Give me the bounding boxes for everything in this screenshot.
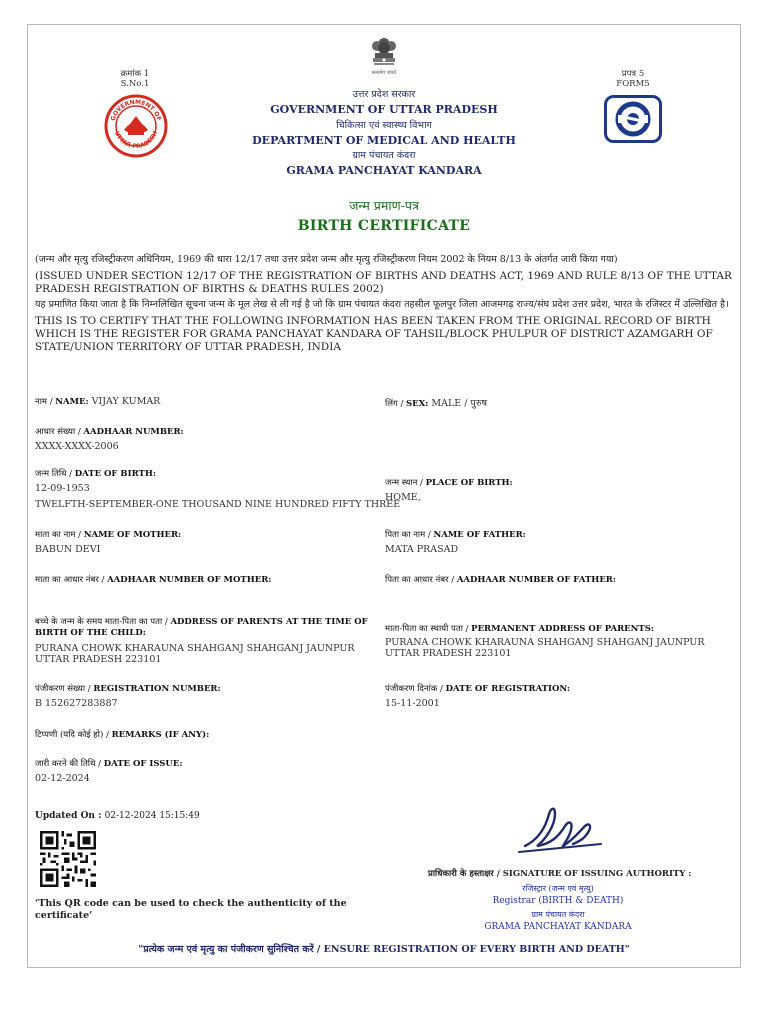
issue-date-label-row — [35, 758, 375, 769]
form-number — [598, 68, 668, 89]
authority-panchayat-hindi: ग्राम पंचायत कंदरा — [531, 910, 585, 919]
address-permanent-label-row — [385, 623, 730, 634]
registration-date-value: 15-11-2001 — [385, 698, 440, 709]
authority-signature — [515, 800, 605, 860]
qr-code-note: ‘This QR code can be used to check the authenticity of the certificate’ — [35, 898, 347, 921]
aadhaar-label-hindi: आधार संख्या / — [35, 427, 84, 437]
pob-label: PLACE OF BIRTH: — [425, 478, 513, 488]
certificate-title-hindi: जन्म प्रमाण-पत्र — [349, 198, 419, 213]
registration-number-label: REGISTRATION NUMBER: — [93, 684, 221, 694]
updated-on-value: 02-12-2024 15:15:49 — [104, 811, 200, 821]
intro-section — [35, 253, 735, 354]
dob-in-words: TWELFTH-SEPTEMBER-ONE THOUSAND NINE HUNDRED FIFTY THREE — [35, 499, 401, 510]
father-aadhaar-label-hindi: पिता का आधार नंबर / — [385, 575, 457, 585]
certificate-title: BIRTH CERTIFICATE — [297, 218, 471, 234]
pob-value: HOME, — [385, 492, 421, 503]
registration-number-label-row — [35, 683, 375, 694]
authority-panchayat: GRAMA PANCHAYAT KANDARA — [484, 922, 632, 932]
mother-label: NAME OF MOTHER: — [83, 530, 182, 540]
government-title: GOVERNMENT OF UTTAR PRADESH — [270, 103, 498, 116]
mother-aadhaar-label: AADHAAR NUMBER OF MOTHER: — [107, 575, 272, 585]
father-value: MATA PRASAD — [385, 544, 459, 555]
mother-label-row — [35, 529, 375, 540]
form-number-hindi: प्रपत्र 5 — [621, 69, 645, 79]
mother-aadhaar-label-hindi: माता का आधार नंबर / — [35, 575, 108, 585]
issue-date-label: DATE OF ISSUE: — [103, 759, 183, 769]
father-label-hindi: पिता का नाम / — [385, 530, 434, 540]
issue-date-label-hindi: जारी करने की तिथि / — [35, 759, 104, 769]
serial-number-hindi: क्रमांक 1 — [120, 69, 150, 79]
address-permanent-label-hindi: माता-पिता का स्थायी पता / — [385, 624, 472, 634]
panchayat-hindi: ग्राम पंचायत कंदरा — [352, 150, 416, 161]
name-label-hindi: नाम / — [35, 397, 56, 407]
up-government-seal — [104, 94, 168, 158]
mother-aadhaar-label-row — [35, 574, 375, 585]
remarks-label: REMARKS (IF ANY): — [111, 730, 210, 740]
registrar-title: Registrar (BIRTH & DEATH) — [492, 896, 624, 906]
address-birth-value: PURANA CHOWK KHARAUNA SHAHGANJ SHAHGANJ JAUNPUR UTTAR PRADESH 223101 — [35, 643, 355, 665]
act-reference-english: (ISSUED UNDER SECTION 12/17 OF THE REGISTRATION OF BIRTHS AND DEATHS ACT, 1969 AND RULE 8/13 OF THE UTTAR PRADESH REGISTRATION OF BIRTHS & DEATHS RULES 2002) — [35, 270, 732, 295]
signature-label: प्राधिकारी के हस्ताक्षर / SIGNATURE OF ISSUING AUTHORITY : — [428, 869, 692, 879]
registration-date-label-row — [385, 683, 725, 694]
updated-on-label: Updated On : — [35, 811, 105, 821]
sex-label-hindi: लिंग / — [385, 399, 407, 409]
aadhaar-label: AADHAAR NUMBER: — [83, 427, 184, 437]
seal-text-top: GOVERNMENT OF — [109, 98, 163, 122]
registration-number-label-hindi: पंजीकरण संख्या / — [35, 684, 94, 694]
father-label: NAME OF FATHER: — [433, 530, 526, 540]
mother-label-hindi: माता का नाम / — [35, 530, 84, 540]
sex-field — [385, 396, 725, 409]
remarks-label-hindi: टिप्पणी (यदि कोई हो) / — [35, 730, 112, 740]
emblem-caption: सत्यमेव जयते — [371, 70, 397, 76]
address-permanent-label: PERMANENT ADDRESS OF PARENTS: — [471, 624, 655, 634]
department-hindi: चिकित्सा एवं स्वास्थ्य विभाग — [336, 120, 432, 131]
dob-label-row — [35, 468, 375, 479]
qr-code[interactable] — [40, 831, 96, 887]
father-aadhaar-label-row — [385, 574, 725, 585]
serial-number — [100, 68, 170, 89]
sex-label: SEX: — [406, 399, 429, 409]
registration-slogan: "प्रत्येक जन्म एवं मृत्यु का पंजीकरण सुनिश्चित करें / ENSURE REGISTRATION OF EVERY BIRTH AND DEATH" — [138, 944, 630, 955]
government-hindi: उत्तर प्रदेश सरकार — [352, 89, 416, 100]
registration-date-label-hindi: पंजीकरण दिनांक / — [385, 684, 446, 694]
address-birth-label-row — [35, 617, 370, 639]
aadhaar-value: XXXX-XXXX-2006 — [35, 441, 119, 452]
dob-label: DATE OF BIRTH: — [74, 469, 156, 479]
name-value: VIJAY KUMAR — [91, 396, 161, 407]
issue-date-value: 02-12-2024 — [35, 773, 90, 784]
pob-label-row — [385, 477, 725, 488]
mother-value: BABUN DEVI — [35, 544, 101, 555]
father-label-row — [385, 529, 725, 540]
remarks-label-row — [35, 729, 375, 740]
dob-value: 12-09-1953 — [35, 483, 90, 494]
national-emblem — [364, 36, 404, 76]
address-birth-label-hindi: बच्चे के जन्म के समय माता-पिता का पता / — [35, 617, 171, 627]
form-number-english: FORM5 — [616, 79, 650, 89]
sex-value: MALE / पुरुष — [431, 398, 487, 409]
header-titles — [200, 88, 568, 178]
father-aadhaar-label: AADHAAR NUMBER OF FATHER: — [456, 575, 617, 585]
panchayat-title: GRAMA PANCHAYAT KANDARA — [286, 164, 482, 177]
serial-number-english: S.No.1 — [120, 79, 150, 89]
name-field — [35, 396, 375, 407]
department-title: DEPARTMENT OF MEDICAL AND HEALTH — [252, 134, 516, 147]
aadhaar-label-row — [35, 426, 375, 437]
name-label: NAME: — [55, 397, 89, 407]
act-reference-hindi: (जन्म और मृत्यु रजिस्ट्रीकरण अधिनियम, 1969 की धारा 12/17 तथा उत्तर प्रदेश जन्म और मृत्यु रजिस्ट्रीकरण नियम 2002 के नियम 8/13 के अंतर्गत जारी किया गया) — [35, 254, 618, 265]
address-birth-label: ADDRESS OF PARENTS AT THE TIME OF BIRTH OF THE CHILD: — [35, 617, 368, 638]
certify-statement-hindi: यह प्रमाणित किया जाता है कि निम्नलिखित सूचना जन्म के मूल लेख से ली गई है जो कि ग्राम पंचायत कंदरा तहसील फूलपुर जिला आजमगढ़ राज्य/संघ प्रदेश उत्तर प्रदेश, भारत के रजिस्टर में उल्लिखित है। — [35, 299, 729, 310]
registration-date-label: DATE OF REGISTRATION: — [445, 684, 571, 694]
updated-on — [35, 811, 200, 821]
seal-text-bottom: UTTAR PRADESH — [112, 130, 160, 151]
dob-label-hindi: जन्म तिथि / — [35, 469, 75, 479]
registration-number-value: B 152627283887 — [35, 698, 118, 709]
certify-statement-english: THIS IS TO CERTIFY THAT THE FOLLOWING INFORMATION HAS BEEN TAKEN FROM THE ORIGINAL RECORD OF BIRTH WHICH IS THE REGISTER FOR GRAMA PANCHAYAT KANDARA OF TAHSIL/BLOCK PHULPUR OF DISTRICT AZAMGARH OF STATE/UNION TERRITORY OF UTTAR PRADESH, INDIA — [35, 315, 713, 353]
health-department-logo — [604, 95, 662, 143]
registrar-hindi: रजिस्ट्रार (जन्म एवं मृत्यु) — [522, 884, 594, 893]
issuing-authority — [478, 882, 638, 934]
pob-label-hindi: जन्म स्थान / — [385, 478, 426, 488]
address-permanent-value: PURANA CHOWK KHARAUNA SHAHGANJ SHAHGANJ JAUNPUR UTTAR PRADESH 223101 — [385, 637, 705, 659]
